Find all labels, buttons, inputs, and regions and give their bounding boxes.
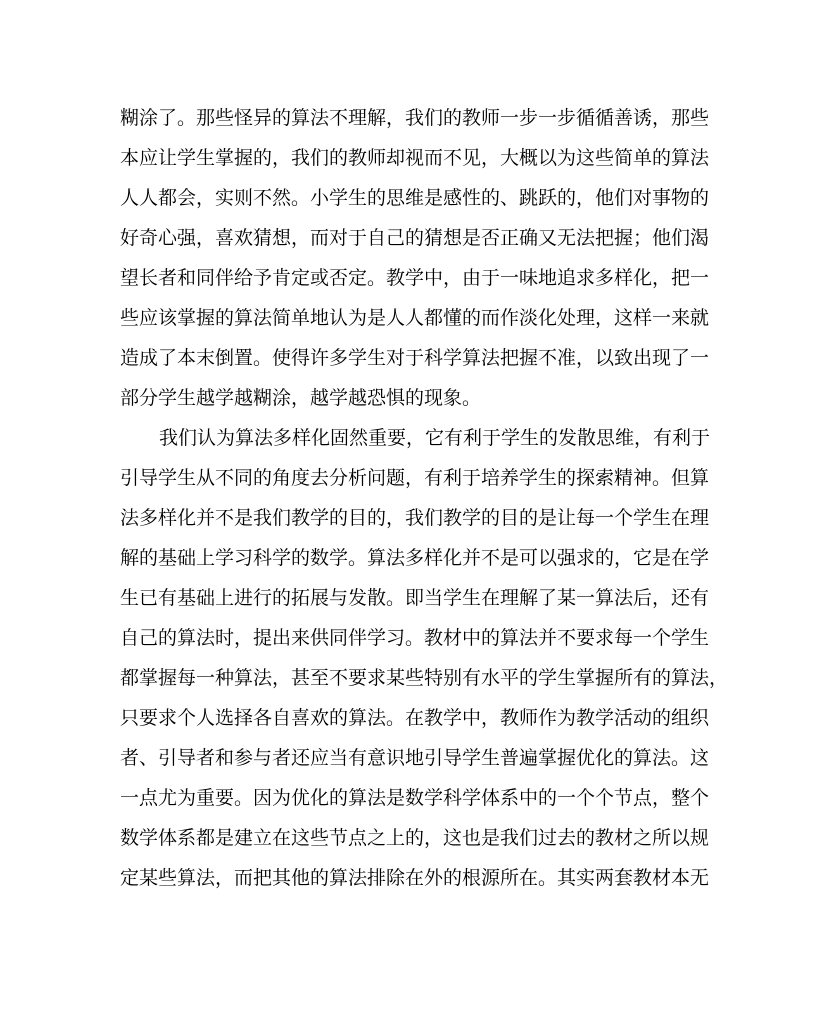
paragraph-2-line-6: 自己的算法时，提出来供同伴学习。教材中的算法并不要求每一个学生 bbox=[120, 627, 710, 649]
paragraph-2-line-11: 数学体系都是建立在这些节点之上的，这也是我们过去的教材之所以规 bbox=[120, 827, 710, 849]
paragraph-1-line-3: 人人都会，实则不然。小学生的思维是感性的、跳跃的，他们对事物的 bbox=[120, 187, 710, 209]
paragraph-2-line-4: 解的基础上学习科学的数学。算法多样化并不是可以强求的，它是在学 bbox=[120, 547, 710, 569]
paragraph-2-line-7: 都掌握每一种算法，甚至不要求某些特别有水平的学生掌握所有的算法， bbox=[120, 667, 729, 689]
paragraph-1-line-2: 本应让学生掌握的，我们的教师却视而不见，大概以为这些简单的算法 bbox=[120, 147, 710, 169]
paragraph-1-line-6: 些应该掌握的算法简单地认为是人人都懂的而作淡化处理，这样一来就 bbox=[120, 307, 710, 329]
paragraph-1-line-4: 好奇心强，喜欢猜想，而对于自己的猜想是否正确又无法把握；他们渴 bbox=[120, 227, 710, 249]
paragraph-2-line-3: 法多样化并不是我们教学的目的，我们教学的目的是让每一个学生在理 bbox=[120, 507, 710, 529]
paragraph-2-line-9: 者、引导者和参与者还应当有意识地引导学生普遍掌握优化的算法。这 bbox=[120, 747, 710, 769]
paragraph-2-line-1: 我们认为算法多样化固然重要，它有利于学生的发散思维，有利于 bbox=[159, 427, 711, 449]
paragraph-2-line-12: 定某些算法，而把其他的算法排除在外的根源所在。其实两套教材本无 bbox=[120, 867, 710, 889]
paragraph-2-line-5: 生已有基础上进行的拓展与发散。即当学生在理解了某一算法后，还有 bbox=[120, 587, 710, 609]
paragraph-2-line-8: 只要求个人选择各自喜欢的算法。在教学中，教师作为教学活动的组织 bbox=[120, 707, 710, 729]
paragraph-1-line-7: 造成了本末倒置。使得许多学生对于科学算法把握不准，以致出现了一 bbox=[120, 347, 710, 369]
paragraph-1-line-8: 部分学生越学越糊涂，越学越恐惧的现象。 bbox=[120, 387, 482, 409]
paragraph-2-line-10: 一点尤为重要。因为优化的算法是数学科学体系中的一个个节点，整个 bbox=[120, 787, 710, 809]
paragraph-1-line-1: 糊涂了。那些怪异的算法不理解，我们的教师一步一步循循善诱，那些 bbox=[120, 107, 710, 129]
paragraph-2-line-2: 引导学生从不同的角度去分析问题，有利于培养学生的探索精神。但算 bbox=[120, 467, 710, 489]
paragraph-1-line-5: 望长者和同伴给予肯定或否定。教学中，由于一味地追求多样化，把一 bbox=[120, 267, 710, 289]
